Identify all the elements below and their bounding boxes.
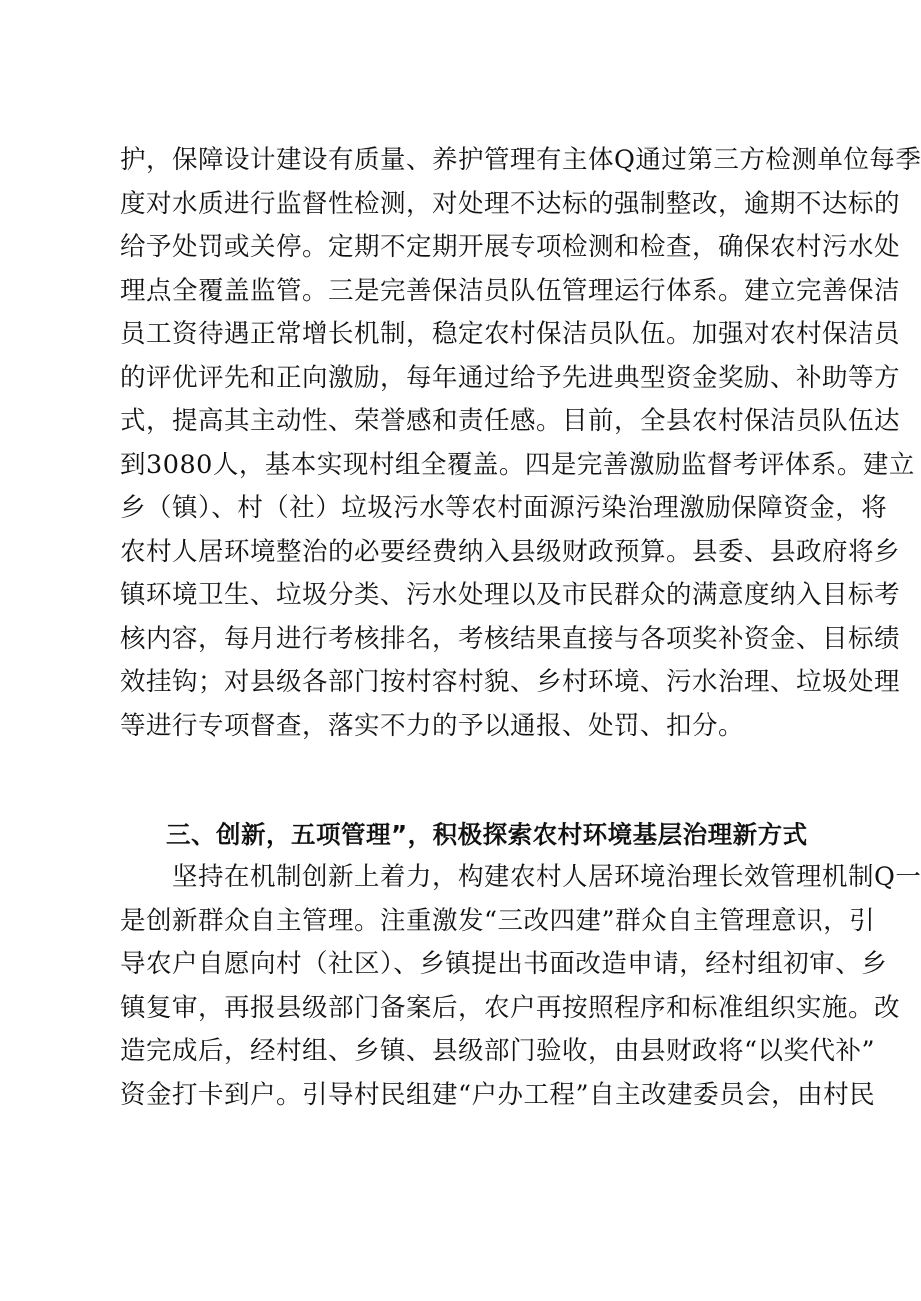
- paragraph-2-line: 是创新群众自主管理。注重激发“三改四建”群众自主管理意识，引: [120, 905, 876, 936]
- paragraph-2-line: 坚持在机制创新上着力，构建农村人居环境治理长效管理机制Q一: [172, 862, 921, 892]
- paragraph-1-line: 农村人居环境整治的必要经费纳入县级财政预算。县委、县政府将乡: [120, 536, 901, 567]
- section-heading: 三、创新，五项管理”，积极探索农村环境基层治理新方式: [166, 820, 808, 849]
- paragraph-1-line: 乡（镇）、村（社）垃圾污水等农村面源污染治理激励保障资金，将: [120, 493, 888, 523]
- paragraph-1-line: 护，保障设计建设有质量、养护管理有主体Q通过第三方检测单位每季: [120, 145, 921, 175]
- paragraph-1-line: 的评优评先和正向激励，每年通过给予先进典型资金奖励、补助等方: [120, 362, 901, 393]
- paragraph-2-line: 导农户自愿向村（社区）、乡镇提出书面改造申请，经村组初审、乡: [120, 949, 888, 979]
- paragraph-1-line: 到3080人，基本实现村组全覆盖。四是完善激励监督考评体系。建立: [120, 449, 915, 480]
- paragraph-2-line: 资金打卡到户。引导村民组建“户办工程”自主改建委员会，由村民: [120, 1079, 876, 1110]
- paragraph-1: [120, 139, 921, 748]
- paragraph-1-line: 核内容，每月进行考核排名，考核结果直接与各项奖补资金、目标绩: [120, 623, 901, 654]
- paragraph-1-line: 理点全覆盖监管。三是完善保洁员队伍管理运行体系。建立完善保洁: [120, 275, 901, 306]
- paragraph-2-line: 造完成后，经村组、乡镇、县级部门验收，由县财政将“以奖代补”: [120, 1036, 876, 1066]
- paragraph-1-line: 效挂钩；对县级各部门按村容村貌、乡村环境、污水治理、垃圾处理: [120, 667, 901, 697]
- paragraph-1-line: 等进行专项督查，落实不力的予以通报、处罚、扣分。: [120, 710, 745, 741]
- paragraph-2: [120, 856, 921, 1117]
- paragraph-1-line: 度对水质进行监督性检测，对处理不达标的强制整改，逾期不达标的: [120, 188, 901, 219]
- paragraph-1-line: 给予处罚或关停。定期不定期开展专项检测和检查，确保农村污水处: [120, 232, 901, 262]
- paragraph-2-line: 镇复审，再报县级部门备案后，农户再按照程序和标准组织实施。改: [120, 992, 901, 1023]
- paragraph-1-line: 式，提高其主动性、荣誉感和责任感。目前，全县农村保洁员队伍达: [120, 406, 901, 436]
- paragraph-1-line: 镇环境卫生、垃圾分类、污水处理以及市民群众的满意度纳入目标考: [120, 580, 901, 610]
- paragraph-1-line: 员工资待遇正常增长机制，稳定农村保洁员队伍。加强对农村保洁员: [120, 319, 901, 349]
